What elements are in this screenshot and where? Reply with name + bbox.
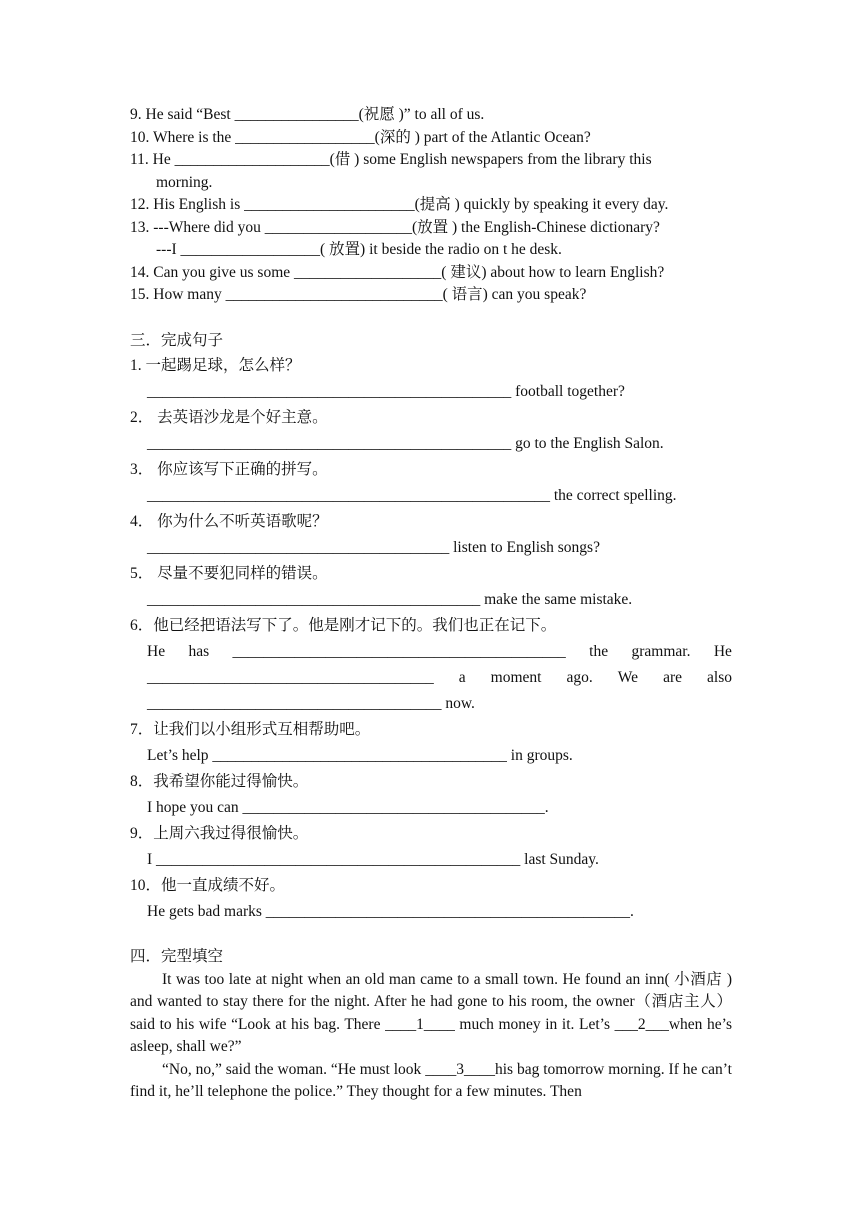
sentence-6-row1 [130, 639, 732, 665]
sentence-4-en: _______________________________________ listen to English songs? [147, 538, 600, 556]
sentence-9-en: I _______________________________________________ last Sunday. [147, 850, 599, 868]
sentence-7-cn: 7．让我们以小组形式互相帮助吧。 [130, 720, 371, 738]
word: We [617, 668, 639, 686]
part2-section [130, 104, 732, 307]
sentence-6-row2 [130, 665, 732, 691]
sentence-2-cn: 2． 去英语沙龙是个好主意。 [130, 408, 328, 426]
sentence-5-cn: 5． 尽量不要犯同样的错误。 [130, 564, 328, 582]
question-14: 14. Can you give us some ___________________( 建议) about how to learn English? [130, 263, 665, 281]
cloze-paragraph-1: It was too late at night when an old man came to a small town. He found an inn( 小酒店 ) and wanted to stay there for the night. After he had gone to his room, the owner（酒店主人） said to his wife “Look at his bag. There ____1____ much money in it. Let’s ___2___when he’s asleep, shall we?” [130, 970, 732, 1055]
sentence-9-cn: 9．上周六我过得很愉快。 [130, 824, 309, 842]
sentence-6-cn: 6．他已经把语法写下了。他是刚才记下的。我们也正在记下。 [130, 616, 557, 634]
word: has [188, 642, 210, 660]
question-9: 9. He said “Best ________________(祝愿 )” to all of us. [130, 106, 485, 123]
word: moment [490, 668, 542, 686]
part3-section [130, 329, 732, 925]
question-13-reply: ---I __________________( 放置) it beside the radio on t he desk. [156, 241, 562, 258]
question-11: 11. He ____________________(借 ) some English newspapers from the library this [130, 151, 652, 168]
worksheet-page [130, 104, 732, 1104]
blank: ___________________________________________ [232, 642, 566, 660]
word: the [589, 642, 609, 660]
cloze-paragraph-2: “No, no,” said the woman. “He must look ____3____his bag tomorrow morning. If he can’t find it, he’ll telephone the police.” They thought for a few minutes. Then [130, 1060, 732, 1100]
sentence-4-cn: 4． 你为什么不听英语歌呢？ [130, 512, 328, 530]
word: ago. [566, 668, 593, 686]
word: a [458, 668, 466, 686]
sentence-6-row3: ______________________________________ now. [147, 694, 475, 712]
question-10: 10. Where is the __________________(深的 ) part of the Atlantic Ocean? [130, 128, 591, 146]
sentence-1-cn: 1. 一起踢足球，怎么样？ [130, 356, 301, 374]
question-12: 12. His English is ______________________(提高 ) quickly by speaking it every day. [130, 196, 669, 213]
word: He [713, 642, 732, 660]
blank: _____________________________________ [147, 668, 434, 686]
word: also [707, 668, 732, 686]
sentence-7-en: Let’s help ______________________________________ in groups. [147, 746, 573, 764]
sentence-3-cn: 3． 你应该写下正确的拼写。 [130, 460, 328, 478]
sentence-8-en: I hope you can _______________________________________. [147, 798, 549, 816]
word: are [663, 668, 682, 686]
question-11-cont: morning. [156, 173, 213, 191]
sentence-1-en: _______________________________________________ football together? [147, 382, 625, 400]
part4-heading: 四．完型填空 [130, 947, 224, 965]
sentence-3-en: ____________________________________________________ the correct spelling. [147, 486, 677, 504]
sentence-10-cn: 10．他一直成绩不好。 [130, 876, 286, 894]
part3-heading: 三．完成句子 [130, 331, 224, 349]
question-15: 15. How many ____________________________( 语言) can you speak? [130, 286, 587, 303]
sentence-10-en: He gets bad marks _______________________________________________. [147, 902, 634, 920]
question-13: 13. ---Where did you ___________________(放置 ) the English-Chinese dictionary? [130, 218, 660, 236]
word: grammar. [631, 642, 691, 660]
part4-section [130, 945, 732, 1104]
word: He [147, 642, 166, 660]
sentence-8-cn: 8．我希望你能过得愉快。 [130, 772, 309, 790]
sentence-2-en: _______________________________________________ go to the English Salon. [147, 434, 664, 452]
sentence-5-en: ___________________________________________ make the same mistake. [147, 590, 633, 608]
